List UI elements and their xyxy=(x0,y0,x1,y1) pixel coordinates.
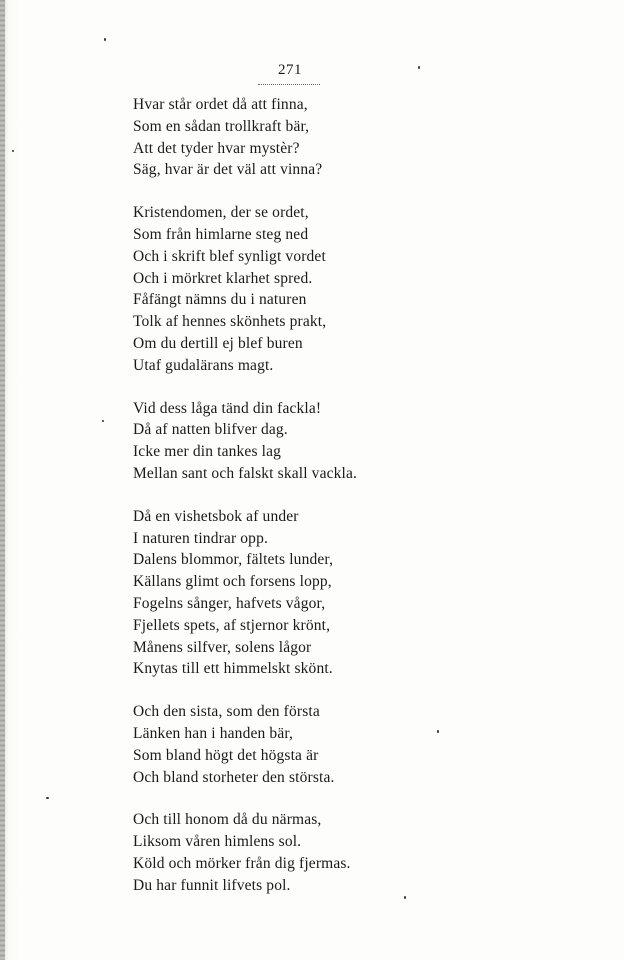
poem-line: Dalens blommor, fältets lunder, xyxy=(133,551,334,569)
poem-line: Källans glimt och forsens lopp, xyxy=(133,573,332,591)
poem-line: Icke mer din tankes lag xyxy=(133,443,282,461)
stanza-5 xyxy=(133,701,433,788)
scan-speck xyxy=(12,150,14,152)
stanza-6 xyxy=(133,809,433,896)
poem-line: Länken han i handen bär, xyxy=(133,724,294,742)
poem-line: Då af natten blifver dag. xyxy=(133,421,288,439)
poem-line: Och i mörkret klarhet spred. xyxy=(133,269,313,287)
poem-line: Att det tyder hvar mystèr? xyxy=(133,139,300,157)
poem-line: Och i skrift blef synligt vordet xyxy=(133,247,326,265)
scan-speck xyxy=(102,420,104,422)
poem-line: Om du dertill ej blef buren xyxy=(133,334,303,352)
poem-line: Fåfängt nämns du i naturen xyxy=(133,291,307,309)
poem-line: Utaf gudalärans magt. xyxy=(133,356,274,374)
poem-line: Mellan sant och falskt skall vackla. xyxy=(133,464,358,482)
poem-line: Månens silfver, solens lågor xyxy=(133,638,312,656)
stanza-3 xyxy=(133,398,433,485)
poem-line: Hvar står ordet då att finna, xyxy=(133,96,308,113)
poem-line: Liksom våren himlens sol. xyxy=(133,833,302,851)
poem-line: Köld och mörker från dig fjermas. xyxy=(133,854,351,872)
poem-line: Du har funnit lifvets pol. xyxy=(133,876,291,894)
poem-line: Och bland storheter den största. xyxy=(133,768,335,786)
poem-line: Knytas till ett himmelskt skönt. xyxy=(133,660,333,678)
poem-line: Fjellets spets, af stjernor krönt, xyxy=(133,616,331,634)
page-number: 271 xyxy=(278,62,302,78)
scan-speck xyxy=(46,797,49,799)
scan-speck xyxy=(418,66,420,69)
scan-speck xyxy=(104,38,106,41)
poem-line: Säg, hvar är det väl att vinna? xyxy=(133,161,323,179)
poem xyxy=(133,94,433,918)
poem-line: Kristendomen, der se ordet, xyxy=(133,204,309,222)
stanza-2 xyxy=(133,202,433,376)
binding-edge xyxy=(0,0,5,960)
poem-line: Fogelns sånger, hafvets vågor, xyxy=(133,594,326,612)
stanza-4 xyxy=(133,506,433,680)
poem-line: Vid dess låga tänd din fackla! xyxy=(133,399,322,417)
stanza-1 xyxy=(133,94,433,181)
page-number-rule xyxy=(258,84,320,85)
poem-line: Som från himlarne steg ned xyxy=(133,225,309,243)
poem-line: Och till honom då du närmas, xyxy=(133,811,322,829)
poem-line: Som bland högt det högsta är xyxy=(133,746,319,764)
poem-line: Tolk af hennes skönhets prakt, xyxy=(133,313,327,331)
scan-speck xyxy=(404,896,406,899)
poem-line: Då en vishetsbok af under xyxy=(133,507,299,525)
poem-line: I naturen tindrar opp. xyxy=(133,529,269,547)
scan-speck xyxy=(437,730,439,733)
poem-line: Och den sista, som den första xyxy=(133,703,320,721)
poem-line: Som en sådan trollkraft bär, xyxy=(133,117,310,135)
